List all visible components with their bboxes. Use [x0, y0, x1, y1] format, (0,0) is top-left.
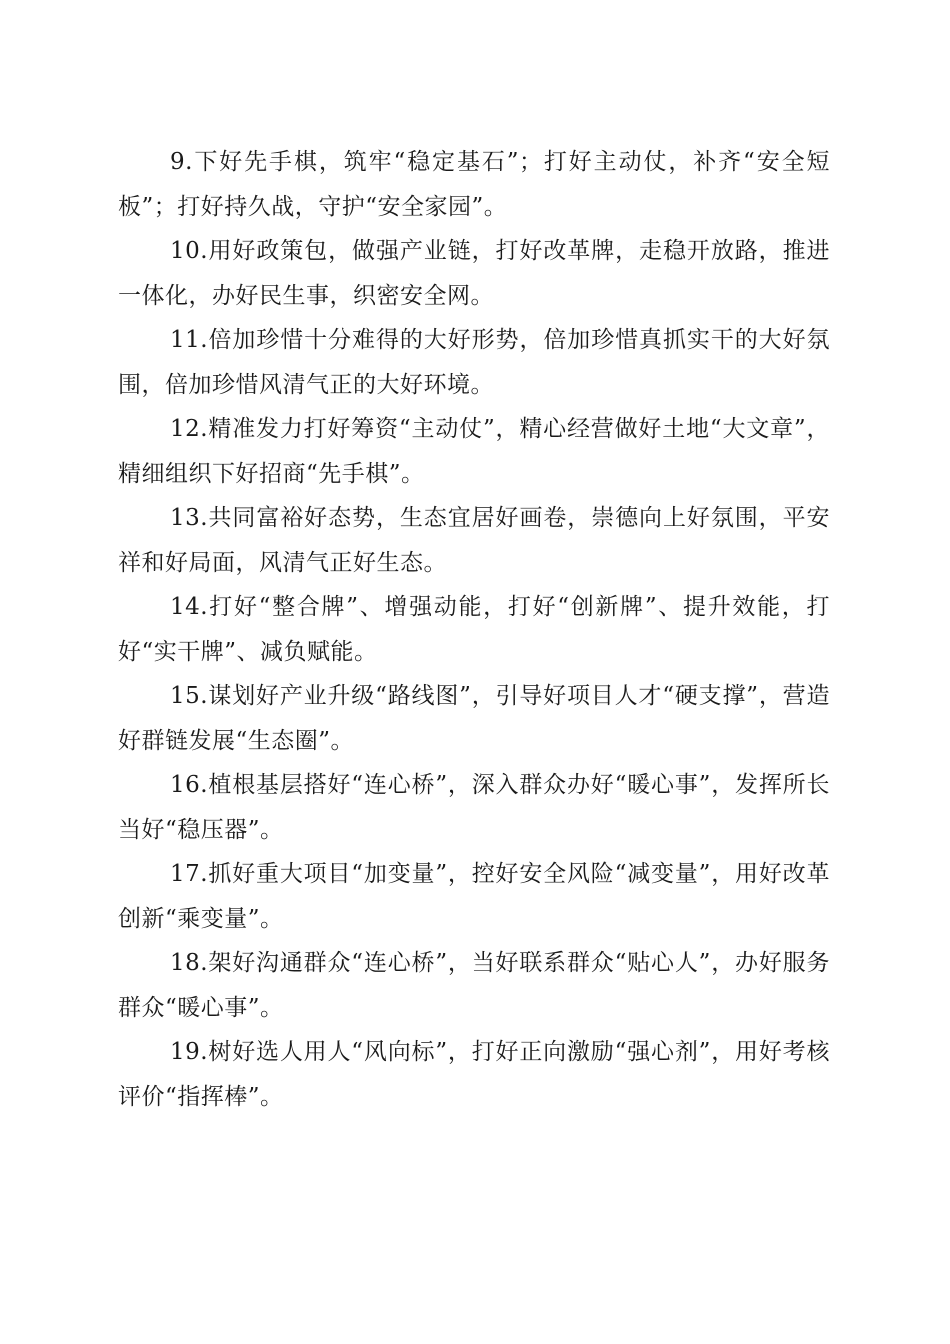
list-item-12: 12.精准发力打好筹资“主动仗”，精心经营做好土地“大文章”，精细组织下好招商“先手棋”。 [118, 416, 830, 487]
list-item-11: 11.倍加珍惜十分难得的大好形势，倍加珍惜真抓实干的大好氛围，倍加珍惜风清气正的大好环境。 [118, 327, 830, 398]
list-item-19: 19.树好选人用人“风向标”，打好正向激励“强心剂”，用好考核评价“指挥棒”。 [118, 1039, 830, 1110]
list-item-15: 15.谋划好产业升级“路线图”，引导好项目人才“硬支撑”，营造好群链发展“生态圈”。 [118, 683, 830, 754]
list-item-16: 16.植根基层搭好“连心桥”，深入群众办好“暖心事”，发挥所长当好“稳压器”。 [118, 772, 830, 843]
document-body [118, 140, 830, 1119]
list-item-9: 9.下好先手棋，筑牢“稳定基石”；打好主动仗，补齐“安全短板”；打好持久战，守护“安全家园”。 [118, 149, 830, 220]
list-item-17: 17.抓好重大项目“加变量”，控好安全风险“减变量”，用好改革创新“乘变量”。 [118, 861, 830, 932]
list-item-18: 18.架好沟通群众“连心桥”，当好联系群众“贴心人”，办好服务群众“暖心事”。 [118, 950, 830, 1021]
list-item-10: 10.用好政策包，做强产业链，打好改革牌，走稳开放路，推进一体化，办好民生事，织密安全网。 [118, 238, 830, 309]
list-item-13: 13.共同富裕好态势，生态宜居好画卷，崇德向上好氛围，平安祥和好局面，风清气正好生态。 [118, 505, 830, 576]
list-item-14: 14.打好“整合牌”、增强动能，打好“创新牌”、提升效能，打好“实干牌”、减负赋能。 [118, 594, 830, 665]
